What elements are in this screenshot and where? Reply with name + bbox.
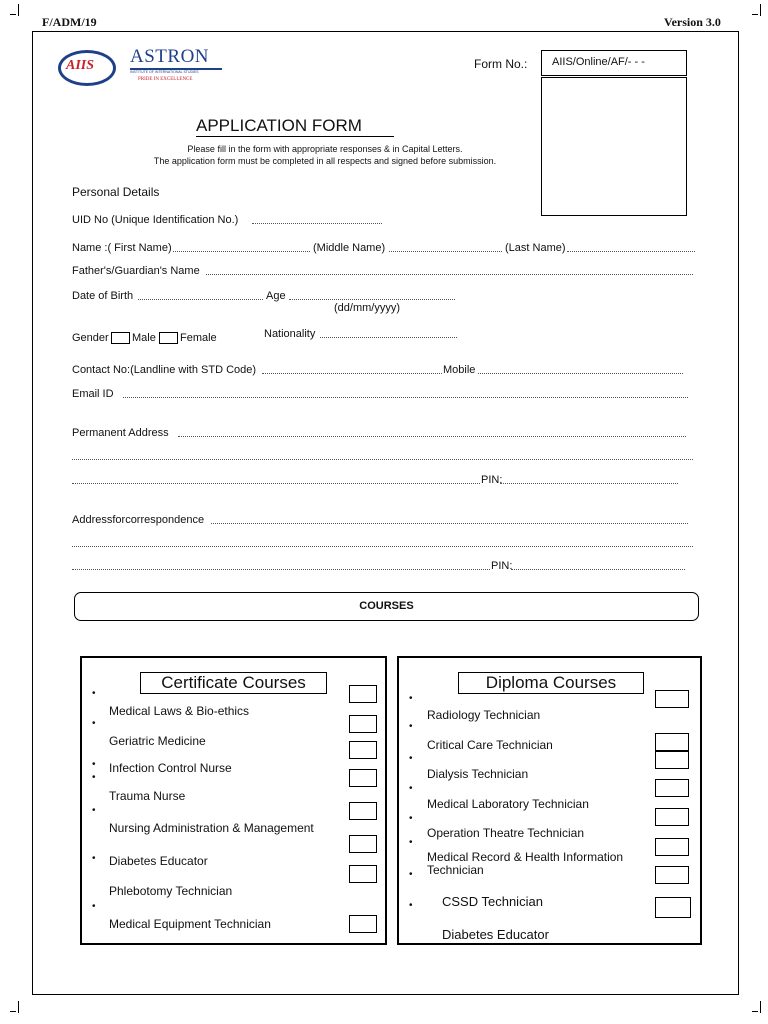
course-checkbox[interactable] [655,751,689,769]
pin-label: PIN: [491,560,513,572]
mobile-field[interactable] [478,373,683,374]
course-label: Medical Record & Health Information [427,850,624,864]
course-checkbox[interactable] [349,685,377,703]
bullet: • [92,805,96,816]
contact-label: Contact No:(Landline with STD Code) [72,364,257,376]
course-label: CSSD Technician [442,894,543,909]
crop-mark [752,1005,758,1012]
logo-subtitle: INSTITUTE OF INTERNATIONAL STUDIES [130,70,199,74]
last-name-label: (Last Name) [505,242,566,254]
course-checkbox[interactable] [349,835,377,853]
crop-mark [10,8,16,15]
course-label: Medical Laws & Bio-ethics [109,704,250,718]
course-checkbox[interactable] [349,769,377,787]
gender-female-checkbox[interactable] [159,332,178,344]
instructions [40,143,610,167]
courses-heading: COURSES [359,600,414,612]
bullet: • [409,900,413,911]
mobile-label: Mobile [443,364,476,376]
contact-field[interactable] [262,373,442,374]
email-field[interactable] [123,397,688,398]
correspondence-pin-field[interactable] [511,569,685,570]
diploma-courses-title: Diploma Courses [458,672,644,694]
bullet: • [92,901,96,912]
permanent-address-line[interactable] [72,459,693,460]
dob-format-hint: (dd/mm/yyyy) [334,302,400,314]
title-underline [196,136,394,137]
bullet: • [409,783,413,794]
form-no-value: AIIS/Online/AF/- - - [552,56,645,68]
permanent-address-field[interactable] [178,436,686,437]
guardian-field[interactable] [206,274,693,275]
email-label: Email ID [72,388,114,400]
course-checkbox[interactable] [349,715,377,733]
bullet: • [92,853,96,864]
course-label: Diabetes Educator [109,854,208,868]
bullet: • [409,869,413,880]
permanent-address-line[interactable] [72,483,480,484]
instruction-line: The application form must be completed in all respects and signed before submission. [153,156,497,166]
middle-name-label: (Middle Name) [313,242,386,254]
male-label: Male [132,332,156,344]
bullet: • [409,721,413,732]
course-label: Infection Control Nurse [109,761,232,775]
institute-logo [58,46,228,86]
bullet: • [92,688,96,699]
course-checkbox[interactable] [655,808,689,826]
gender-male-checkbox[interactable] [111,332,130,344]
course-label: Medical Equipment Technician [109,917,271,931]
correspondence-address-line[interactable] [72,569,490,570]
version-label: Version 3.0 [664,15,721,29]
course-checkbox[interactable] [655,838,689,856]
section-personal-details: Personal Details [72,185,160,199]
page-title: APPLICATION FORM [196,116,362,135]
permanent-pin-field[interactable] [500,483,678,484]
first-name-label: Name :( First Name) [72,242,172,254]
uid-field[interactable] [252,223,382,224]
middle-name-field[interactable] [389,251,502,252]
course-label: Geriatric Medicine [109,734,206,748]
course-checkbox[interactable] [349,741,377,759]
certificate-courses-title: Certificate Courses [140,672,327,694]
courses-heading-bar [74,592,699,621]
bullet: • [92,772,96,783]
logo-tagline: PRIDE IN EXCELLENCE [138,77,193,82]
correspondence-address-field[interactable] [211,523,688,524]
instruction-line: Please fill in the form with appropriate responses & in Capital Letters. [187,144,463,154]
course-label: Phlebotomy Technician [109,884,233,898]
course-label: Diabetes Educator [442,927,549,942]
course-checkbox[interactable] [349,865,377,883]
course-label: Radiology Technician [427,708,541,722]
course-label: Medical Laboratory Technician [427,797,589,811]
form-code: F/ADM/19 [42,15,97,29]
dob-field[interactable] [138,299,263,300]
female-label: Female [180,332,217,344]
permanent-address-label: Permanent Address [72,427,169,439]
crop-mark [10,1005,16,1012]
logo-name: ASTRON [130,46,210,67]
form-no-label: Form No.: [474,57,528,71]
correspondence-address-label: Addressforcorrespondence [72,514,205,526]
course-checkbox[interactable] [655,733,689,751]
bullet: • [409,837,413,848]
course-checkbox[interactable] [349,802,377,820]
bullet: • [92,718,96,729]
guardian-label: Father's/Guardian's Name [72,265,200,277]
bullet: • [409,753,413,764]
course-label: Operation Theatre Technician [427,826,584,840]
nationality-field[interactable] [320,337,457,338]
dob-label: Date of Birth [72,290,134,302]
course-checkbox[interactable] [655,779,689,797]
course-checkbox[interactable] [655,866,689,884]
course-label: Trauma Nurse [109,789,186,803]
pin-label: PIN: [481,474,503,486]
uid-label: UID No (Unique Identification No.) [72,214,239,226]
course-checkbox[interactable] [655,690,689,708]
nationality-label: Nationality [264,328,316,340]
bullet: • [409,693,413,704]
course-label: Nursing Administration & Management [109,821,314,835]
age-label: Age [266,290,286,302]
course-label-continued: Technician [427,863,484,877]
logo-badge: AIIS [66,58,95,73]
course-label: Critical Care Technician [427,738,553,752]
form-no-field[interactable] [541,50,687,76]
course-label: Dialysis Technician [427,767,529,781]
last-name-field[interactable] [567,251,695,252]
first-name-field[interactable] [173,251,310,252]
bullet: • [92,759,96,770]
course-checkbox[interactable] [655,897,691,918]
gender-label: Gender [72,332,109,344]
bullet: • [409,813,413,824]
age-field[interactable] [289,299,455,300]
course-checkbox[interactable] [349,915,377,933]
correspondence-address-line[interactable] [72,546,693,547]
crop-mark [752,8,758,15]
